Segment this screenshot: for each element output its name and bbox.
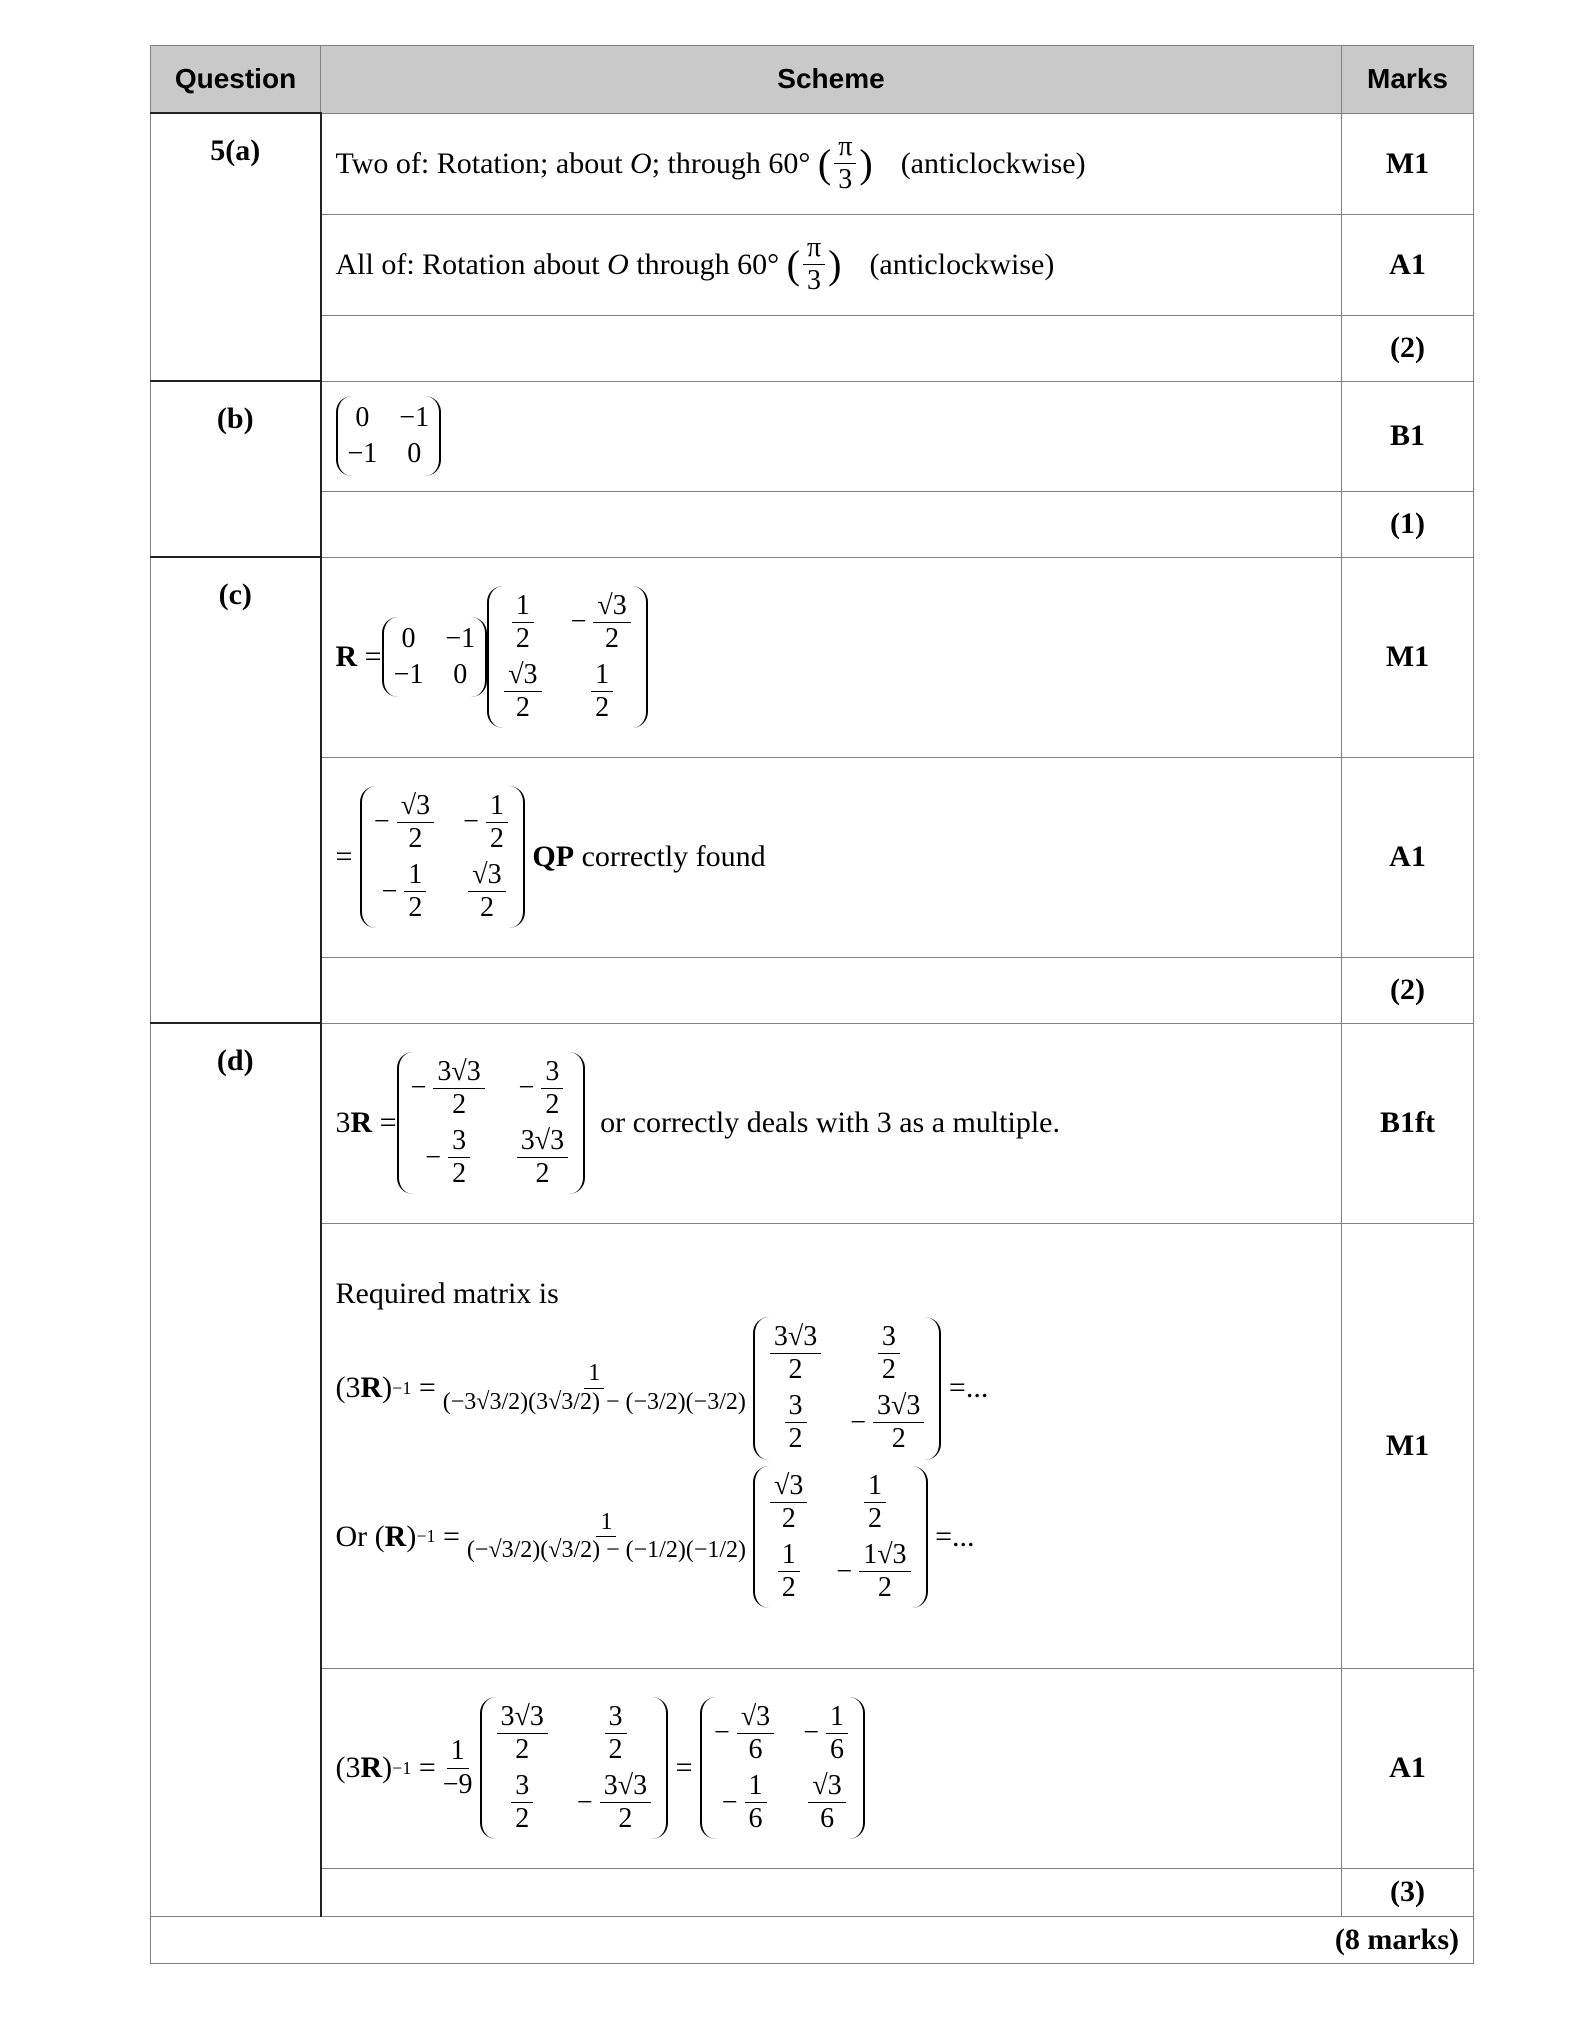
part-b-row1 [151, 381, 1474, 491]
matrix-3r: − $\frac{3√3}{2}$ − $\frac{3}{2}$ − $\frac{3}{2}$ $\frac{3√3}{2}$ [397, 1052, 586, 1195]
part-d-row3 [151, 1668, 1474, 1868]
mark-scheme-table [150, 45, 1474, 1964]
part-c-label: (c) [151, 557, 321, 1023]
matrix-b: 0 −1 −1 0 [336, 396, 442, 476]
part-a-scheme2: All of: Rotation about O through 60° ( $\frac{\pi}{3}$ ) (anticlockwise) [321, 214, 1342, 315]
part-d-mark3: A1 [1342, 1668, 1474, 1868]
scheme-header: Scheme [321, 46, 1342, 114]
matrix-c2: $\frac{1}{2}$ − $\frac{√3}{2}$ $\frac{√3}{2}$ $\frac{1}{2}$ [487, 586, 648, 729]
part-c-row1 [151, 557, 1474, 757]
part-b-label: (b) [151, 381, 321, 557]
part-d-total: (3) [1342, 1868, 1474, 1916]
part-d-total-row [151, 1868, 1474, 1916]
matrix-c3: − $\frac{√3}{2}$ − $\frac{1}{2}$ − $\frac{1}{2}$ $\frac{√3}{2}$ [360, 786, 525, 929]
part-a-mark2: A1 [1342, 214, 1474, 315]
part-a-row2 [151, 214, 1474, 315]
inverse-3r-formula: ( 3 R ) −1 = $\frac{1}{(-3√3/2)(3√3/2) - (-3/2)(-3/2)}$ $\frac{3√3}{2}$ $\frac{3}{2}$ $\frac{3}{2}$ − $\frac{3√3}{2}$ =... [336, 1317, 1342, 1460]
part-c-scheme1: R = 0 −1 −1 0 $\frac{1}{2}$ − $\frac{√3}{2}$ $\frac{√3}{2}$ $\frac{1}{2}$ [321, 557, 1342, 757]
part-d-mark1: B1ft [1342, 1023, 1474, 1223]
part-c-scheme2: = − $\frac{√3}{2}$ − $\frac{1}{2}$ − $\frac{1}{2}$ $\frac{√3}{2}$ QP correctly found [321, 757, 1342, 957]
part-d-mark2: M1 [1342, 1223, 1474, 1668]
part-d-scheme3: ( 3 R ) −1 = $\frac{1}{-9}$ $\frac{3√3}{2}$ $\frac{3}{2}$ $\frac{3}{2}$ − $\frac{3√3}{2}$ = − $\frac{√3}{6}$ − $\frac{1}{6}$ − $\frac{1}{6}$ $\frac{√3}{6}$ [321, 1668, 1342, 1868]
part-b-total: (1) [1342, 491, 1474, 557]
part-a-label: 5(a) [151, 113, 321, 381]
part-d-row2 [151, 1223, 1474, 1668]
header-row [151, 46, 1474, 114]
part-c-mark1: M1 [1342, 557, 1474, 757]
part-c-total-row [151, 957, 1474, 1023]
part-a-scheme1: Two of: Rotation; about O ; through 60° ( $\frac{\pi}{3}$ ) (anticlockwise) [321, 113, 1342, 214]
question-header: Question [151, 46, 321, 114]
part-c-mark2: A1 [1342, 757, 1474, 957]
part-a-total-row [151, 315, 1474, 381]
matrix-c1: 0 −1 −1 0 [382, 617, 488, 697]
part-a-total: (2) [1342, 315, 1474, 381]
part-b-total-row [151, 491, 1474, 557]
part-a-mark1: M1 [1342, 113, 1474, 214]
part-b-mark: B1 [1342, 381, 1474, 491]
part-c-total: (2) [1342, 957, 1474, 1023]
part-d-scheme1: 3 R = − $\frac{3√3}{2}$ − $\frac{3}{2}$ − $\frac{3}{2}$ $\frac{3√3}{2}$ or correctly deals with 3 as a multiple. [321, 1023, 1342, 1223]
marks-header: Marks [1342, 46, 1474, 114]
part-a-row1 [151, 113, 1474, 214]
part-c-row2 [151, 757, 1474, 957]
part-d-row1 [151, 1023, 1474, 1223]
grand-total-row [151, 1916, 1474, 1963]
grand-total: (8 marks) [151, 1916, 1474, 1963]
inverse-r-formula: Or ( R ) −1 = $\frac{1}{(-√3/2)(√3/2) - (-1/2)(-1/2)}$ $\frac{√3}{2}$ $\frac{1}{2}$ $\frac{1}{2}$ − $\frac{1√3}{2}$ =... [336, 1466, 1342, 1609]
part-b-scheme [321, 381, 1342, 491]
part-d-label: (d) [151, 1023, 321, 1916]
part-d-scheme2: Required matrix is ( 3 R ) −1 = $\frac{1}{(-3√3/2)(3√3/2) - (-3/2)(-3/2)}$ $\frac{3√3}{2}$ $\frac{3}{2}$ $\frac{3}{2}$ − $\frac{3√3}{2}$ =... Or ( R ) −1 = $\frac{1}{(-√3/2)(√3/2) - (-1/2)(-1/2)}$ $\frac{√3}{2}$ $\frac{1}{2}$ $\frac{1}{2}$ − $\frac{1√3}{2}$ =... [321, 1223, 1342, 1668]
mark-scheme [150, 45, 1473, 1964]
